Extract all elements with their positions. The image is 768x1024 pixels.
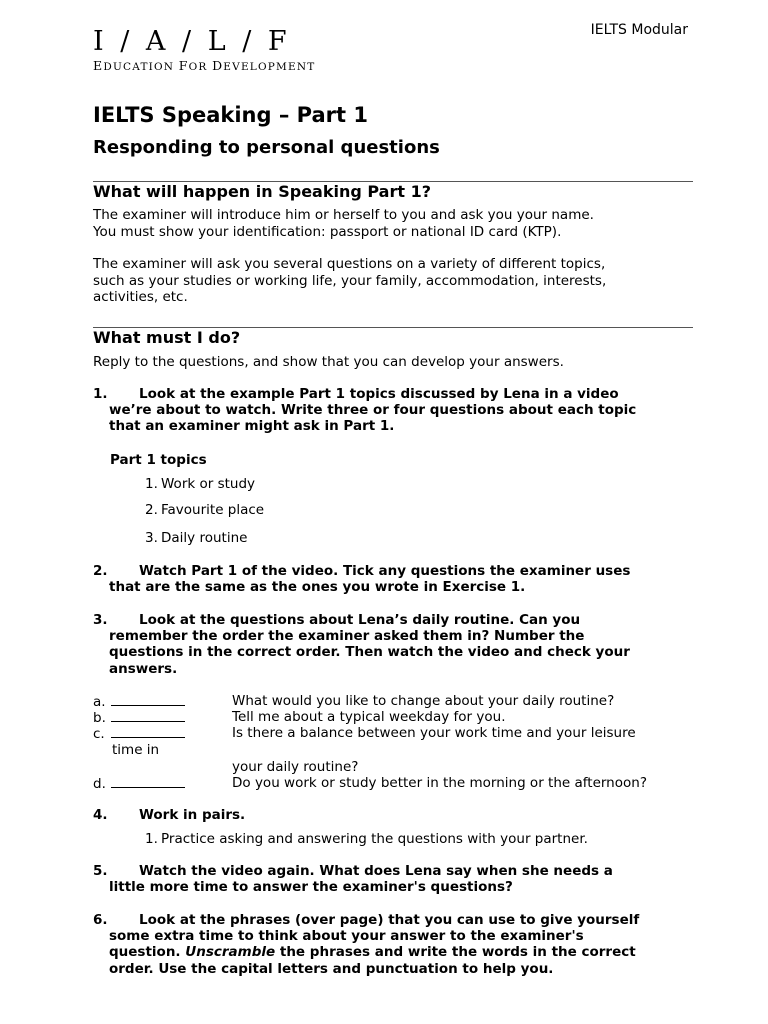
answer-blank[interactable]	[111, 693, 185, 706]
logo-tagline: EDUCATION FOR DEVELOPMENT	[93, 58, 316, 73]
answer-blank[interactable]	[111, 725, 185, 738]
question-2: 2. Watch Part 1 of the video. Tick any questions the examiner uses that are the same as the ones you wrote in Exercise 1.	[93, 563, 631, 596]
question-1: 1. Look at the example Part 1 topics discussed by Lena in a video we’re about to watch. Write three or four questions about each topic that an examiner might ask in Part 1.	[93, 386, 637, 435]
section-heading: What will happen in Speaking Part 1?	[93, 182, 431, 201]
question-4: 4. Work in pairs.	[93, 807, 246, 823]
answer-row-c-wrap: time in	[112, 742, 160, 758]
paragraph: The examiner will introduce him or herself to you and ask you your name. You must show your identification: passport or national ID card (KTP).	[93, 207, 594, 240]
logo-wordmark: I / A / L / F	[93, 26, 291, 57]
answer-row-d: d. Do you work or study better in the morning or the afternoon?	[93, 775, 647, 792]
list-item: 1. Practice asking and answering the questions with your partner.	[145, 831, 588, 847]
course-label: IELTS Modular	[590, 22, 688, 38]
answer-row-c: c. Is there a balance between your work time and your leisure	[93, 725, 636, 742]
question-5: 5. Watch the video again. What does Lena say when she needs a little more time to answer the examiner's questions?	[93, 863, 613, 896]
list-item: 1. Work or study	[145, 476, 256, 492]
page-subtitle: Responding to personal questions	[93, 137, 440, 158]
page-title: IELTS Speaking – Part 1	[93, 103, 368, 127]
ialf-logo	[93, 28, 315, 73]
topics-heading: Part 1 topics	[110, 452, 207, 468]
answer-row-a: a. What would you like to change about your daily routine?	[93, 693, 615, 710]
paragraph: Reply to the questions, and show that you can develop your answers.	[93, 354, 564, 370]
list-item: 3. Daily routine	[145, 530, 248, 546]
question-3: 3. Look at the questions about Lena’s daily routine. Can you remember the order the examiner asked them in? Number the questions in the correct order. Then watch the video and check your answers.	[93, 612, 630, 677]
answer-blank[interactable]	[111, 709, 185, 722]
answer-blank[interactable]	[111, 775, 185, 788]
section-heading: What must I do?	[93, 328, 241, 347]
answer-row-c-wrap: your daily routine?	[232, 759, 359, 775]
question-6: 6. Look at the phrases (over page) that you can use to give yourself some extra time to think about your answer to the examiner's question. Unscramble the phrases and write the words in the correct order. Use the capital letters and punctuation to help you.	[93, 912, 640, 977]
answer-row-b: b. Tell me about a typical weekday for you.	[93, 709, 506, 726]
list-item: 2. Favourite place	[145, 502, 265, 518]
paragraph: The examiner will ask you several questions on a variety of different topics, such as your studies or working life, your family, accommodation, interests, activities, etc.	[93, 256, 607, 305]
